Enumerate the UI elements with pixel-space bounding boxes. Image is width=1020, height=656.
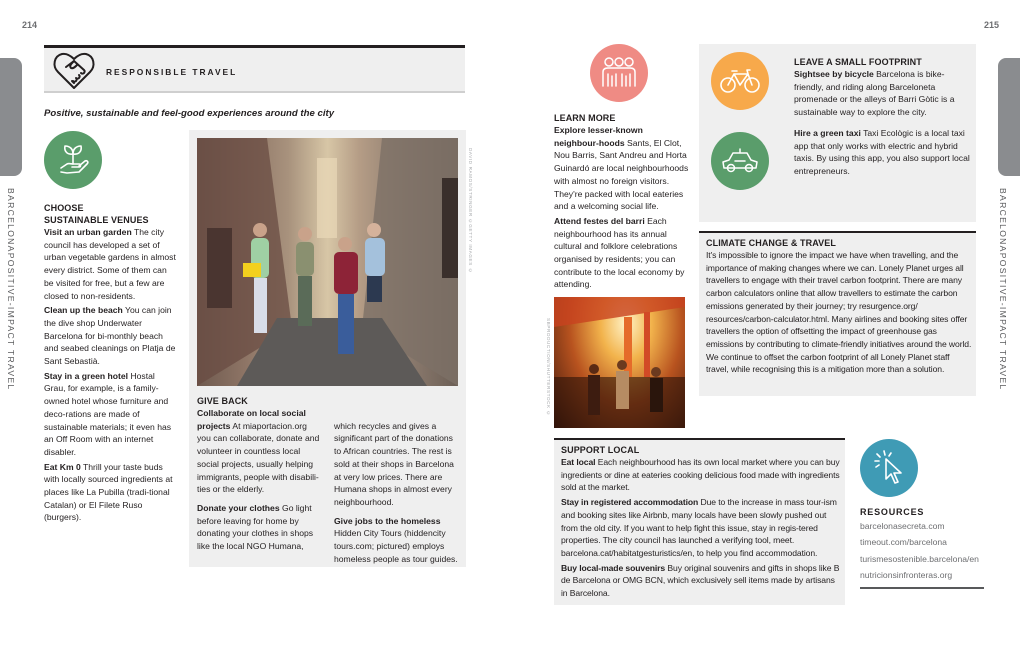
section-banner — [44, 45, 465, 93]
resources-links — [860, 518, 984, 583]
footprint-item-taxi: Hire a green taxi Taxi Ecològic is a local taxi app that only works with electric and hybrid taxis. By using this app, you also support local entrepreneurs. — [794, 127, 970, 176]
photo-credit: DAVID RAMOS/STRINGER ©GETTY IMAGES © — [468, 148, 473, 274]
side-label-left — [6, 188, 16, 391]
taxi-icon — [720, 148, 760, 174]
support-item: Eat local Each neighbourhood has its own local market where you can buy ingredients or dine at eateries cooking delicious food made with ingredients sold at the market. — [561, 457, 840, 493]
support-local-list — [561, 456, 841, 600]
section-support-local — [561, 444, 841, 602]
page-number-left: 214 — [22, 20, 38, 30]
give-back-item: which recycles and gives a significant part of the donations to African countries. The rest is sold at their shops in Barcelona at very low prices. There are Humana shops in almost every neighbourhood. — [334, 420, 454, 507]
section-learn-more — [554, 112, 690, 293]
climate-heading: CLIMATE CHANGE & TRAVEL — [706, 238, 836, 248]
footprint-heading: LEAVE A SMALL FOOTPRINT — [794, 57, 922, 67]
section-climate — [706, 237, 972, 376]
side-label-right — [998, 188, 1008, 391]
taxi-icon-circle — [711, 132, 769, 190]
resource-link[interactable]: nutricionsinfronteras.org — [860, 569, 953, 580]
people-group-icon — [600, 56, 638, 90]
resource-link[interactable]: turismesostenible.barcelona/en — [860, 553, 979, 564]
venue-item: Stay in a green hotel Hostal Grau, for example, is a family-owned hotel whose furniture and deco-rations are made of sustainable materials; it even has an Off Room with an internet disabler. — [44, 370, 172, 457]
tour-group-photo — [197, 138, 458, 386]
venues-heading-1: CHOOSE — [44, 203, 84, 213]
resources-icon-circle — [860, 439, 918, 497]
festival-photo-credit: SBPRODUCTION/SHUTTERSTOCK © — [546, 318, 551, 417]
give-back-col-2 — [334, 407, 459, 567]
resource-link[interactable]: barcelonasecreta.com — [860, 521, 945, 531]
bicycle-icon — [720, 68, 760, 94]
resource-link[interactable]: timeout.com/barcelona — [860, 537, 947, 548]
give-back-item: Collaborate on local social projects At miaportacion.org you can collaborate, donate and volunteer in countless local social projects, usually helping immigrants, people with disabili-ties or the elderly. — [197, 408, 320, 495]
learn-more-list — [554, 124, 690, 291]
thumb-tab-right — [998, 58, 1020, 176]
venues-list — [44, 226, 176, 524]
learn-icon-circle — [590, 44, 648, 102]
venue-item: Clean up the beach You can join the dive shop Underwater Barcelona for bi-monthly beach and seabed cleanings on Platja de Sant Sebastià. — [44, 305, 176, 367]
support-item: Stay in registered accommodation Due to the increase in mass tour-ism and booking sites like Airbnb, many locals have been slowly pushed out from the old city. If you want to help fight this issue, stay in regis-tered properties. The city council has launched a verifying tool, meet. barcelona.cat/habitatgesturistics/en, to help you find accommodation. — [561, 497, 837, 558]
footprint-item-bicycle: Sightsee by bicycle Barcelona is bike-friendly, and riding along Barceloneta promenade or the alleys of Barri Gòtic is a sustainable way to explore the city. — [794, 69, 955, 118]
side-label-city: BARCELONA — [998, 188, 1008, 253]
heart-handshake-icon — [52, 50, 96, 92]
side-label-city: BARCELONA — [6, 188, 16, 253]
bicycle-icon-circle — [711, 52, 769, 110]
venues-icon-circle — [44, 131, 102, 189]
give-back-item: Donate your clothes Go light before leaving for home by donating your clothes in shops like the local NGO Humana, — [197, 502, 314, 552]
section-choose-venues — [44, 202, 176, 526]
venue-item: Eat Km 0 Thrill your taste buds with locally sourced ingredients at places like La Pubilla (tradi-tional Catalan) or El Filete Ruso (burgers). — [44, 461, 173, 523]
give-back-col-1 — [197, 407, 322, 567]
thumb-tab-left — [0, 58, 22, 176]
resources-heading: RESOURCES — [860, 507, 925, 517]
plant-hand-icon — [55, 142, 91, 178]
support-item: Buy local-made souvenirs Buy original souvenirs and gifts in shops like B de Barcelona or OMG BCN, which exclusively sell items made by artisans in Barcelona. — [561, 562, 840, 599]
climate-text: It's impossible to ignore the impact we have when travelling, and the importance of making changes where we can. Lonely Planet urges all travellers to engage with their travel carbon footprint. There are many carbon calculators online that allow travellers to estimate the carbon emissions generated by their journey; try resurgence.org/ resources/carbon-calculator.html. Many airlines and booking sites offer travellers the option of offsetting the impact of greenhouse gas emissions by contributing to climate-friendly initiatives around the world. We continue to offset the carbon footprint of all Lonely Planet staff travel, while recognising this is a mitigation more than a solution. — [706, 250, 972, 375]
learn-item: Explore lesser-known neighbour-hoods Sants, El Clot, Nou Barris, Sant Andreu and Horta Guinardó are local neighbourhoods with almost no foreign visitors. They're packed with local eateries and a welcoming social life. — [554, 125, 689, 212]
venue-item: Visit an urban garden The city council has developed a set of urban vegetable gardens in almost every district. Some of them can be visited for free, but a few are closed to non-residents. — [44, 227, 176, 301]
learn-more-heading: LEARN MORE — [554, 113, 616, 123]
cursor-click-icon — [872, 449, 906, 487]
festival-photo — [554, 297, 685, 428]
page-subtitle: Positive, sustainable and feel-good experiences around the city — [44, 108, 335, 119]
learn-item: Attend festes del barri Each neighbourhood has its annual cultural and folklore celebrations organised by residents; you can contribute to the local economy by attending. — [554, 215, 685, 290]
give-back-item: Give jobs to the homeless Hidden City Tours (hiddencity tours.com; pictured) employs homeless people as tour guides. — [334, 515, 458, 564]
support-local-heading: SUPPORT LOCAL — [561, 445, 640, 455]
venues-heading-2: SUSTAINABLE VENUES — [44, 215, 149, 225]
section-footprint — [794, 56, 970, 180]
festival-illustration — [554, 297, 685, 428]
section-title: RESPONSIBLE TRAVEL — [106, 67, 238, 77]
side-label-section: POSITIVE-IMPACT TRAVEL — [6, 252, 16, 391]
side-label-section: POSITIVE-IMPACT TRAVEL — [998, 252, 1008, 391]
section-give-back — [197, 395, 459, 567]
section-resources — [860, 506, 984, 589]
give-back-heading: GIVE BACK — [197, 396, 248, 406]
page-number-right: 215 — [984, 20, 1000, 30]
photo-illustration — [197, 138, 458, 386]
